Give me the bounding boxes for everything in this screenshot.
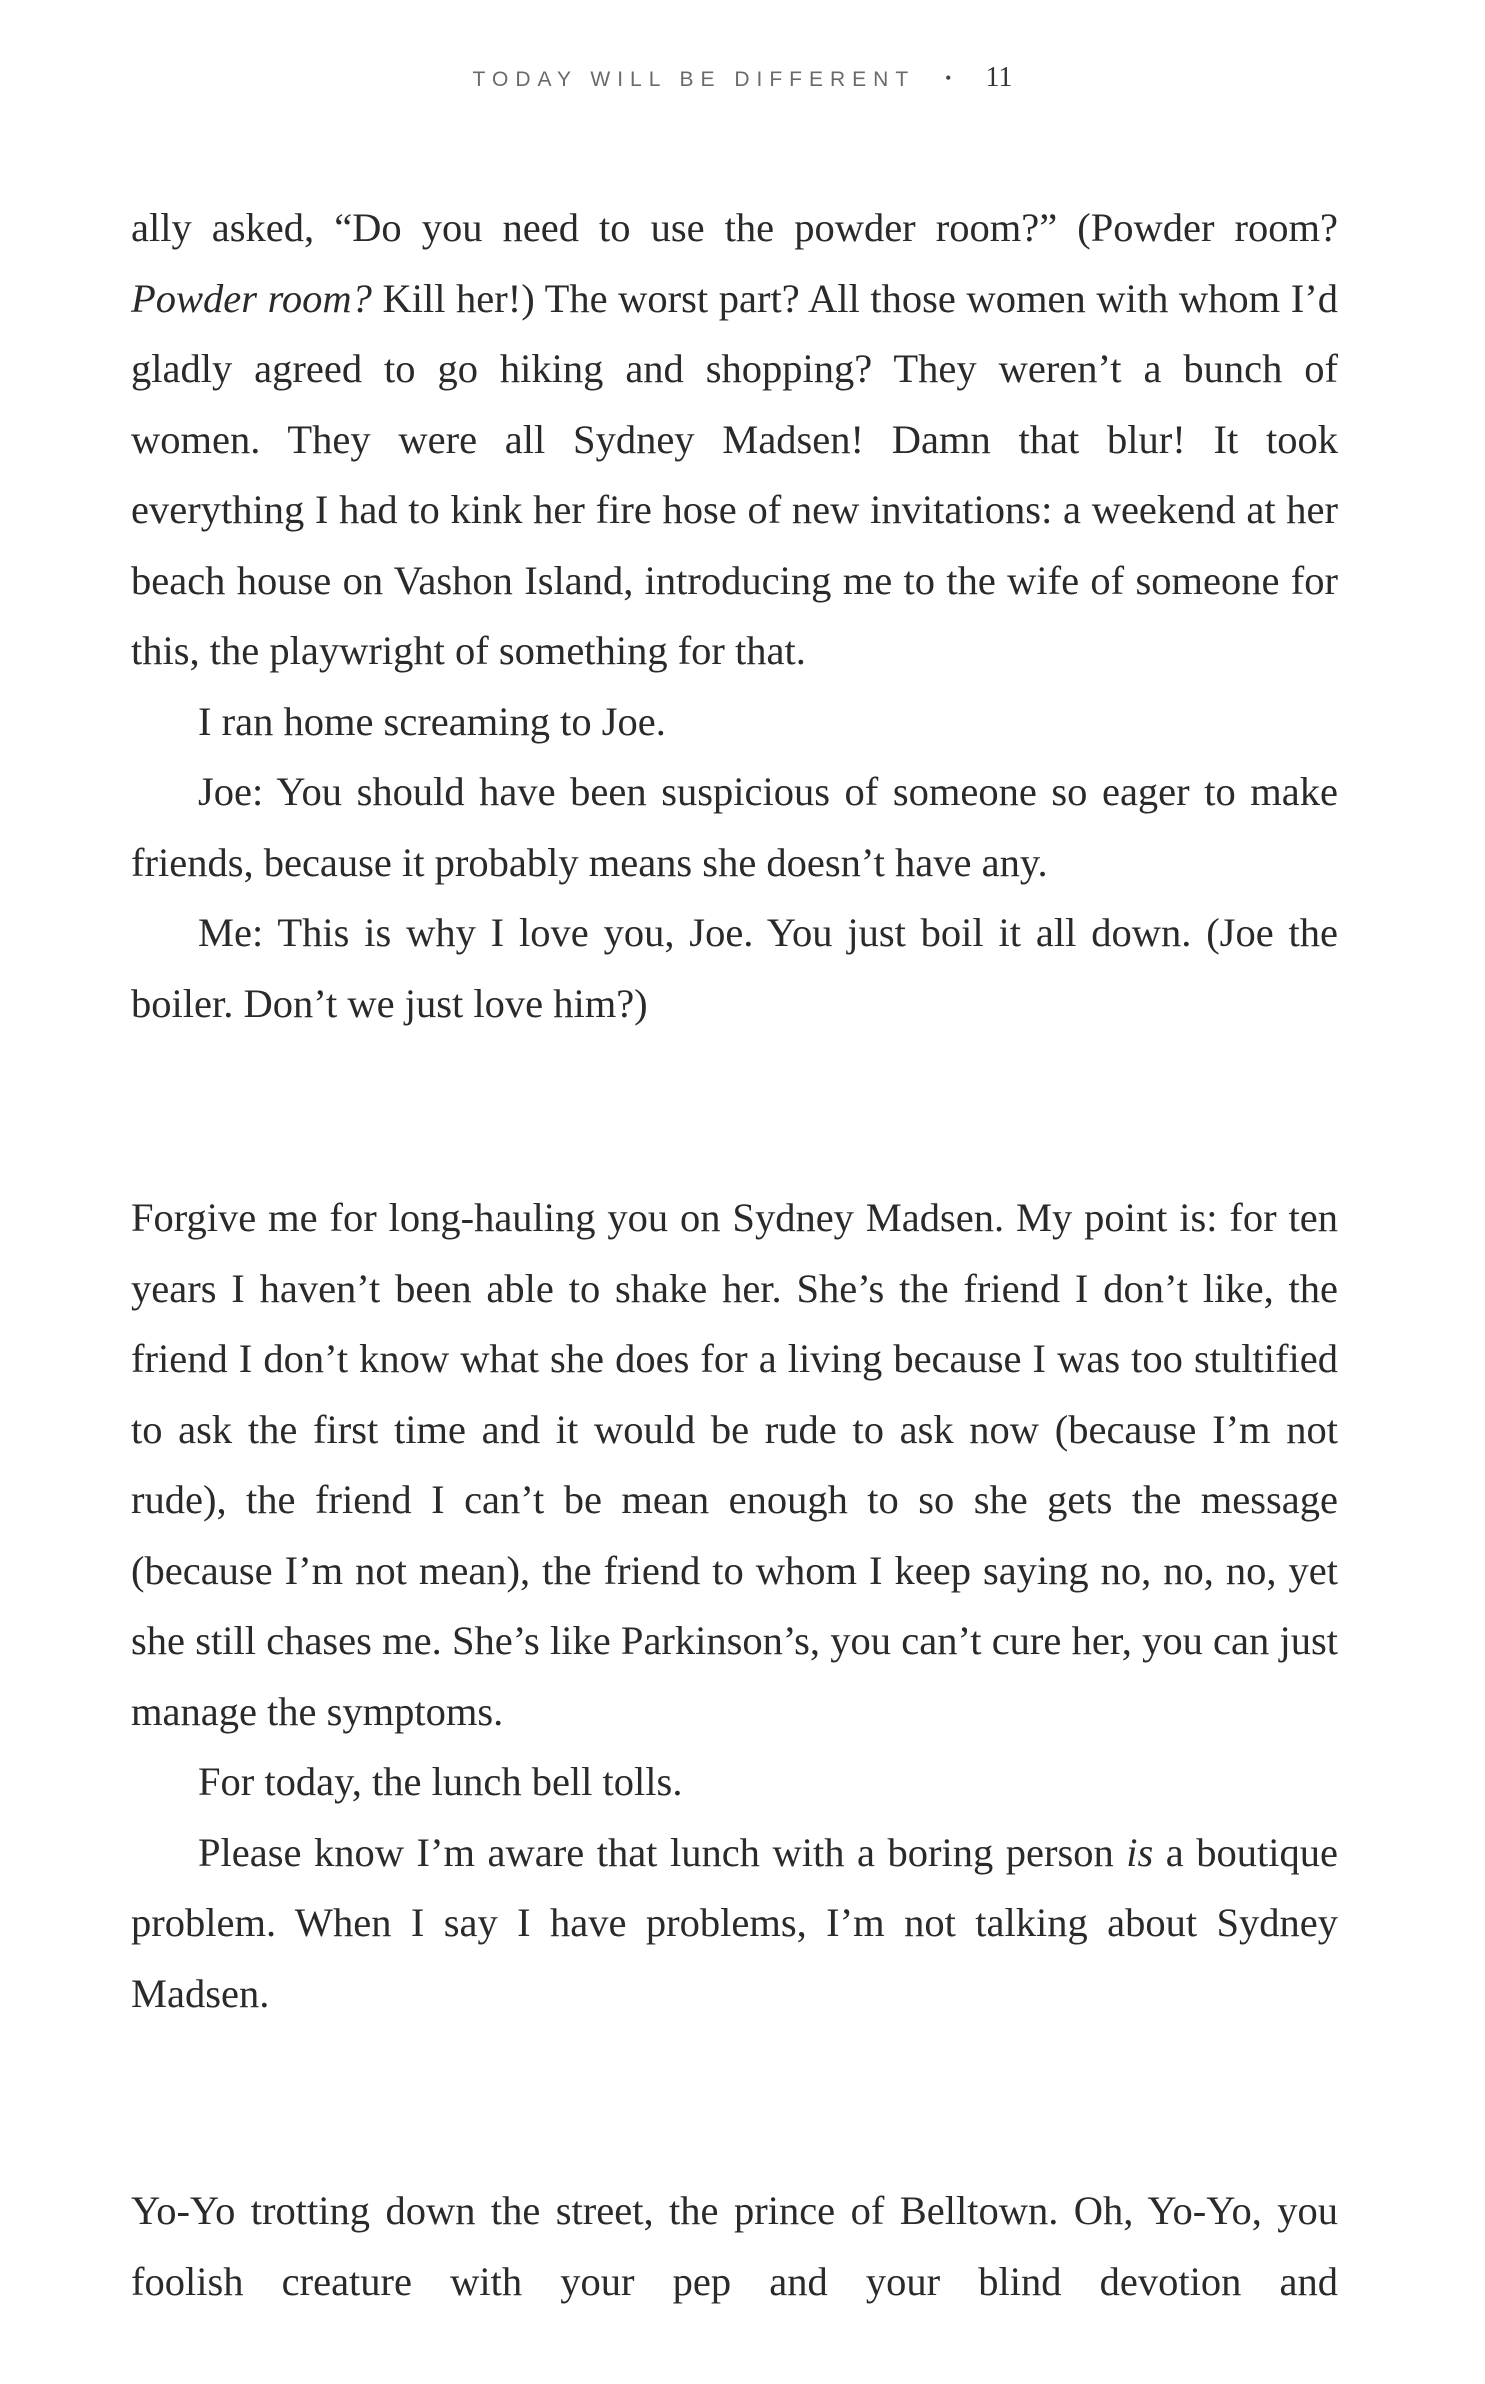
text-run: a boutique problem. When I say I have problems, I’m not talking about Sydney Madsen. [131, 1829, 1339, 2016]
paragraph: Me: This is why I love you, Joe. You just boil it all down. (Joe the boiler. Don’t we just love him?) [131, 910, 1338, 1026]
section-2 [131, 1183, 1338, 2029]
running-head-title: TODAY WILL BE DIFFERENT [472, 68, 916, 91]
paragraph: Joe: You should have been suspicious of someone so eager to make friends, because it probably means she doesn’t have any. [131, 769, 1338, 885]
paragraph: Yo-Yo trotting down the street, the prince of Belltown. Oh, Yo-Yo, you foolish creature with your pep and your blind devotion and [131, 2188, 1338, 2304]
section-1 [131, 193, 1338, 1039]
text-run: Kill her!) The worst part? All those women with whom I’d gladly agreed to go hiking and shopping? They weren’t a bunch of women. They were all Sydney Madsen! Damn that blur! It took everything I had to kink her fire hose of new invitations: a weekend at her beach house on Vashon Island, introducing me to the wife of someone for this, the playwright of something for that. [131, 275, 1338, 673]
text-run: ally asked, “Do you need to use the powder room?” (Powder room? [131, 205, 1338, 250]
paragraph: For today, the lunch bell tolls. [198, 1759, 683, 1804]
running-head-bullet: • [945, 68, 952, 88]
paragraph [131, 1818, 1338, 2030]
paragraph [131, 193, 1338, 687]
text-run: Please know I’m aware that lunch with a boring person [198, 1829, 1127, 1875]
paragraph: Forgive me for long-hauling you on Sydney Madsen. My point is: for ten years I haven’t been able to shake her. She’s the friend I don’t like, the friend I don’t know what she does for a living because I was too stultified to ask the first time and it would be rude to ask now (because I’m not rude), the friend I can’t be mean enough to so she gets the message (because I’m not mean), the friend to whom I keep saying no, no, no, yet she still chases me. She’s like Parkinson’s, you can’t cure her, you can just manage the symptoms. [131, 1195, 1338, 1734]
running-head [0, 62, 1485, 94]
italic-text: is [1126, 1829, 1154, 1875]
paragraph: I ran home screaming to Joe. [198, 698, 666, 744]
page-number: 11 [985, 62, 1013, 93]
section-3 [131, 2176, 1338, 2317]
italic-text: Powder room? [131, 275, 372, 321]
